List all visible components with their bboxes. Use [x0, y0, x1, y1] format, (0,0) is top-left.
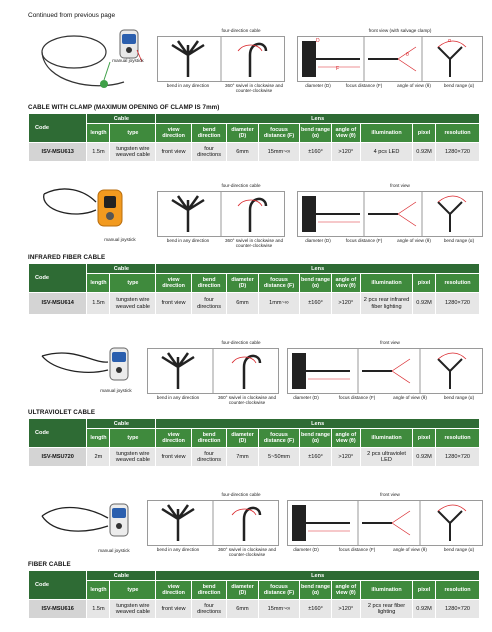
front-view-illustration	[287, 500, 483, 546]
header-illumination: illumination	[360, 274, 412, 293]
cell-pixel: 0.92M	[413, 448, 436, 467]
cell-resolution: 1280×720	[436, 143, 480, 162]
header-length: length	[87, 429, 110, 448]
cell-code: ISV-MSU613	[29, 143, 87, 162]
table-row	[29, 293, 480, 315]
cell-bend: four directions	[191, 600, 226, 619]
section-title: ULTRAVIOLET CABLE	[28, 409, 96, 416]
front-view-illustration	[297, 191, 483, 237]
cell-type: tungsten wire weaved cable	[110, 600, 156, 619]
cell-view: front view	[156, 143, 191, 162]
section-title: CABLE WITH CLAMP (MAXIMUM OPENING OF CLAMP IS 7mm)	[28, 104, 220, 111]
cell-bend-range: ±160°	[300, 143, 331, 162]
label-f: F	[336, 66, 340, 72]
caption-angle-of-view: angle of view (θ)	[397, 83, 431, 88]
caption-swivel: 360° swivel in clockwise and counter-clockwise	[217, 395, 276, 406]
cell-angle: >120°	[331, 448, 360, 467]
header-angle-of-view: angle of view (θ)	[331, 274, 360, 293]
header-type: type	[110, 124, 156, 143]
header-resolution: resolution	[436, 429, 480, 448]
header-cable: Cable	[87, 114, 156, 124]
header-bend-range: bend range (α)	[300, 429, 331, 448]
caption-manual-joystick: manual joystick	[100, 388, 132, 393]
header-view-direction: view direction	[156, 581, 191, 600]
spec-table	[28, 418, 480, 467]
header-bend-range: bend range (α)	[300, 581, 331, 600]
caption-focus-distance: focus distance (F)	[338, 395, 376, 400]
spec-table	[28, 570, 480, 619]
cell-diameter: 7mm	[227, 448, 258, 467]
header-pixel: pixel	[413, 274, 436, 293]
cell-diameter: 6mm	[227, 293, 258, 315]
header-bend-direction: bend direction	[191, 124, 226, 143]
header-illumination: illumination	[360, 124, 412, 143]
cell-angle: >120°	[331, 143, 360, 162]
header-focus-distance: focuus distance (F)	[258, 124, 300, 143]
caption-focus-distance: focus distance (F)	[345, 83, 383, 88]
header-focus-distance: focuus distance (F)	[258, 581, 300, 600]
caption-angle-of-view: angle of view (θ)	[397, 238, 431, 243]
cell-type: tungsten wire weaved cable	[110, 143, 156, 162]
cell-bend-range: ±160°	[300, 448, 331, 467]
header-code: Code	[29, 114, 87, 143]
header-angle-of-view: angle of view (θ)	[331, 124, 360, 143]
caption-bend-range: bend range (α)	[443, 395, 475, 400]
caption-diameter: diameter (D)	[305, 238, 331, 243]
header-focus-distance: focuus distance (F)	[258, 274, 300, 293]
header-bend-direction: bend direction	[191, 581, 226, 600]
caption-bend-range: bend range (α)	[443, 83, 475, 88]
header-length: length	[87, 274, 110, 293]
header-diameter: diameter (D)	[227, 274, 258, 293]
front-view-illustration	[287, 348, 483, 394]
cell-length: 1.5m	[87, 293, 110, 315]
caption-manual-joystick: manual joystick	[112, 58, 144, 63]
section-title: INFRARED FIBER CABLE	[28, 254, 106, 261]
header-lens: Lens	[156, 419, 480, 429]
caption-four-direction-cable: four-direction cable	[221, 492, 261, 497]
caption-four-direction-cable: four-direction cable	[221, 183, 261, 188]
header-illumination: illumination	[360, 581, 412, 600]
label-theta: θ	[406, 52, 409, 58]
caption-diameter: diameter (D)	[293, 395, 319, 400]
bend-cable-icon	[158, 192, 284, 236]
cell-length: 1.5m	[87, 600, 110, 619]
header-bend-range: bend range (α)	[300, 274, 331, 293]
header-type: type	[110, 429, 156, 448]
cell-focus: 5~50mm	[258, 448, 300, 467]
measure-diagram-icon	[298, 37, 482, 81]
header-length: length	[87, 581, 110, 600]
header-length: length	[87, 124, 110, 143]
cell-view: front view	[156, 448, 191, 467]
spec-table	[28, 263, 480, 315]
header-bend-direction: bend direction	[191, 274, 226, 293]
cell-pixel: 0.92M	[413, 293, 436, 315]
caption-swivel: 360° swivel in clockwise and counter-clockwise	[217, 547, 276, 558]
caption-swivel: 360° swivel in clockwise and counter-clockwise	[224, 238, 283, 249]
caption-focus-distance: focus distance (F)	[338, 547, 376, 552]
caption-bend-any: bend in any direction	[166, 238, 210, 243]
caption-manual-joystick: manual joystick	[104, 237, 136, 242]
caption-bend-any: bend in any direction	[156, 395, 200, 400]
caption-front-view: front view	[380, 340, 400, 345]
caption-focus-distance: focus distance (F)	[345, 238, 383, 243]
header-type: type	[110, 274, 156, 293]
table-row	[29, 600, 480, 619]
caption-front-view: front view	[390, 183, 410, 188]
cell-diameter: 6mm	[227, 143, 258, 162]
bend-illustration	[157, 36, 285, 82]
cell-view: front view	[156, 600, 191, 619]
caption-manual-joystick: manual joystick	[98, 548, 130, 553]
caption-swivel: 360° swivel in clockwise and counter-clockwise	[224, 83, 283, 94]
cell-code: ISV-MSU720	[29, 448, 87, 467]
header-lens: Lens	[156, 571, 480, 581]
cell-pixel: 0.92M	[413, 600, 436, 619]
header-illumination: illumination	[360, 429, 412, 448]
caption-four-direction-cable: four-direction cable	[221, 340, 261, 345]
header-pixel: pixel	[413, 429, 436, 448]
measure-diagram-icon	[288, 349, 482, 393]
bend-cable-icon	[148, 501, 278, 545]
cell-bend-range: ±160°	[300, 600, 331, 619]
section-title: FIBER CABLE	[28, 561, 71, 568]
cell-bend: four directions	[191, 448, 226, 467]
caption-bend-any: bend in any direction	[156, 547, 200, 552]
header-diameter: diameter (D)	[227, 429, 258, 448]
header-diameter: diameter (D)	[227, 581, 258, 600]
cell-illumination: 2 pcs rear infrared fiber lighting	[360, 293, 412, 315]
header-view-direction: view direction	[156, 274, 191, 293]
header-code: Code	[29, 264, 87, 293]
caption-bend-any: bend in any direction	[166, 83, 210, 88]
cell-illumination: 2 pcs ultraviolet LED	[360, 448, 412, 467]
bend-illustration	[147, 348, 279, 394]
header-lens: Lens	[156, 114, 480, 124]
cell-focus: 15mm~∞	[258, 143, 300, 162]
caption-bend-range: bend range (α)	[443, 547, 475, 552]
header-resolution: resolution	[436, 274, 480, 293]
cell-resolution: 1280×720	[436, 293, 480, 315]
cell-view: front view	[156, 293, 191, 315]
front-view-illustration	[297, 36, 483, 82]
header-focus-distance: focuus distance (F)	[258, 429, 300, 448]
cell-diameter: 6mm	[227, 600, 258, 619]
header-resolution: resolution	[436, 581, 480, 600]
spec-table	[28, 113, 480, 162]
header-resolution: resolution	[436, 124, 480, 143]
caption-angle-of-view: angle of view (θ)	[393, 395, 427, 400]
header-pixel: pixel	[413, 581, 436, 600]
caption-diameter: diameter (D)	[293, 547, 319, 552]
bend-cable-icon	[148, 349, 278, 393]
header-lens: Lens	[156, 264, 480, 274]
header-angle-of-view: angle of view (θ)	[331, 429, 360, 448]
caption-bend-range: bend range (α)	[443, 238, 475, 243]
label-alpha: α	[448, 38, 451, 44]
label-d: D	[316, 38, 320, 44]
cell-illumination: 4 pcs LED	[360, 143, 412, 162]
header-code: Code	[29, 419, 87, 448]
cell-type: tungsten wire weaved cable	[110, 293, 156, 315]
header-type: type	[110, 581, 156, 600]
header-cable: Cable	[87, 571, 156, 581]
header-bend-direction: bend direction	[191, 429, 226, 448]
cell-length: 2m	[87, 448, 110, 467]
cell-resolution: 1280×720	[436, 448, 480, 467]
cell-type: tungsten wire weaved cable	[110, 448, 156, 467]
cell-bend: four directions	[191, 143, 226, 162]
measure-diagram-icon	[298, 192, 482, 236]
measure-diagram-icon	[288, 501, 482, 545]
cell-code: ISV-MSU614	[29, 293, 87, 315]
caption-diameter: diameter (D)	[305, 83, 331, 88]
cell-length: 1.5m	[87, 143, 110, 162]
caption-front-view-salvage: front view (with salvage clamp)	[368, 28, 432, 33]
bend-cable-icon	[158, 37, 284, 81]
header-cable: Cable	[87, 419, 156, 429]
cell-focus: 15mm~∞	[258, 600, 300, 619]
cell-angle: >120°	[331, 293, 360, 315]
product-image-infrared-cable	[34, 180, 144, 240]
header-view-direction: view direction	[156, 429, 191, 448]
caption-front-view: front view	[380, 492, 400, 497]
table-row	[29, 448, 480, 467]
cell-code: ISV-MSU616	[29, 600, 87, 619]
cell-pixel: 0.92M	[413, 143, 436, 162]
cell-illumination: 2 pcs rear fiber lighting	[360, 600, 412, 619]
table-row	[29, 143, 480, 162]
header-angle-of-view: angle of view (θ)	[331, 581, 360, 600]
header-bend-range: bend range (α)	[300, 124, 331, 143]
header-cable: Cable	[87, 264, 156, 274]
cell-bend-range: ±160°	[300, 293, 331, 315]
header-code: Code	[29, 571, 87, 600]
caption-angle-of-view: angle of view (θ)	[393, 547, 427, 552]
cell-resolution: 1280×720	[436, 600, 480, 619]
header-pixel: pixel	[413, 124, 436, 143]
cell-angle: >120°	[331, 600, 360, 619]
header-diameter: diameter (D)	[227, 124, 258, 143]
header-view-direction: view direction	[156, 124, 191, 143]
cell-bend: four directions	[191, 293, 226, 315]
bend-illustration	[157, 191, 285, 237]
product-image-fiber-cable	[34, 494, 144, 550]
top-note: Continued from previous page	[28, 12, 116, 19]
caption-four-direction-cable: four-direction cable	[221, 28, 261, 33]
cell-focus: 1mm~∞	[258, 293, 300, 315]
bend-illustration	[147, 500, 279, 546]
